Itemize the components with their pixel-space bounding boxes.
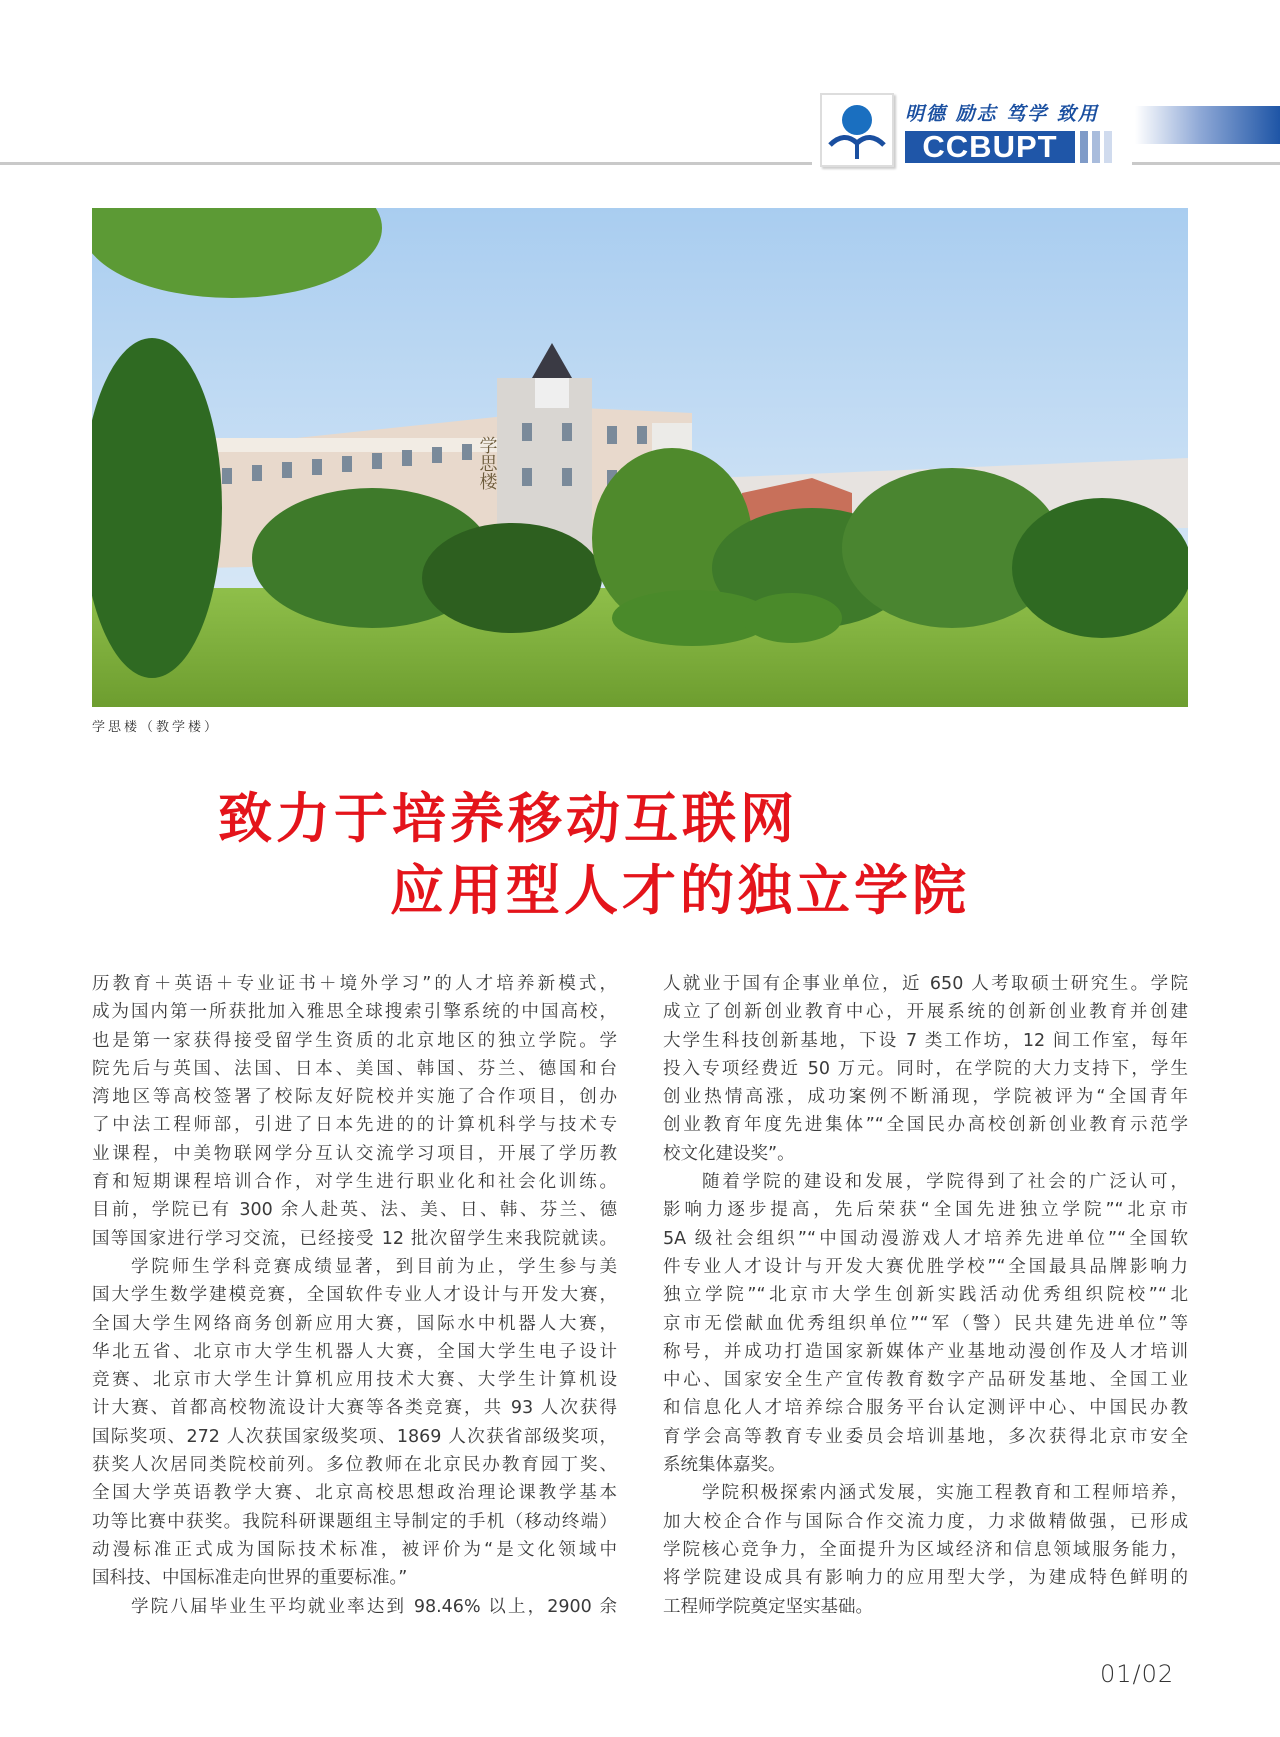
school-emblem <box>820 93 894 167</box>
body-text-line: 也是第一家获得接受留学生资质的北京地区的独立学院。学 <box>92 1030 617 1051</box>
body-text-line: 成立了创新创业教育中心，开展系统的创新创业教育并创建 <box>663 1002 1188 1023</box>
body-text-line: 系统集体嘉奖。 <box>663 1455 786 1476</box>
body-text-line: 随着学院的建设和发展，学院得到了社会的广泛认可， <box>702 1172 1188 1193</box>
body-text-line: 中心、国家安全生产宣传教育数字产品研发基地、全国工业 <box>663 1370 1188 1391</box>
body-text-line: 独立学院”“北京市大学生创新实践活动优秀组织院校”“北 <box>663 1285 1188 1306</box>
school-motto: 明德 励志 笃学 致用 <box>905 103 1099 125</box>
body-text-line: 湾地区等高校签署了校际友好院校并实施了合作项目，创办 <box>92 1087 617 1108</box>
article-title-line-2: 应用型人才的独立学院 <box>390 858 970 922</box>
body-text-line: 人就业于国有企事业单位，近 650 人考取硕士研究生。学院 <box>663 974 1188 994</box>
body-text-line: 了中法工程师部，引进了日本先进的的计算机科学与技术专 <box>92 1115 617 1136</box>
body-column-right <box>663 970 1188 1621</box>
body-text-line: 获奖人次居同类院校前列。多位教师在北京民办教育园丁奖、 <box>92 1455 617 1476</box>
header-rule-right <box>1132 162 1280 165</box>
body-text-line: 国等国家进行学习交流，已经接受 12 批次留学生来我院就读。 <box>92 1228 617 1249</box>
body-text-line: 学院八届毕业生平均就业率达到 98.46% 以上，2900 余 <box>131 1596 617 1617</box>
body-text-line: 功等比赛中获奖。我院科研课题组主导制定的手机（移动终端） <box>92 1511 617 1532</box>
body-text-line: 动漫标准正式成为国际技术标准，被评价为“是文化领域中 <box>92 1539 617 1560</box>
body-text-line: 成为国内第一所获批加入雅思全球搜索引擎系统的中国高校， <box>92 1002 617 1023</box>
article-title-line-1: 致力于培养移动互联网 <box>218 786 798 850</box>
body-text-line: 院先后与英国、法国、日本、美国、韩国、芬兰、德国和台 <box>92 1058 617 1079</box>
photo-caption: 学思楼（教学楼） <box>92 720 221 735</box>
emblem-icon <box>822 95 892 165</box>
body-text-line: 和信息化人才培养综合服务平台认定测评中心、中国民办教 <box>663 1398 1188 1419</box>
body-text-line: 件专业人才设计与开发大赛优胜学校”“全国最具品牌影响力 <box>663 1256 1188 1277</box>
body-text-line: 称号，并成功打造国家新媒体产业基地动漫创作及人才培训 <box>663 1341 1188 1362</box>
body-text-line: 竞赛、北京市大学生计算机应用技术大赛、大学生计算机设 <box>92 1370 617 1391</box>
body-text-line: 计大赛、首都高校物流设计大赛等各类竞赛，共 93 人次获得 <box>92 1398 617 1419</box>
body-text-line: 育和短期课程培训合作，对学生进行职业化和社会化训练。 <box>92 1172 617 1193</box>
header-gradient-bar <box>1135 106 1280 144</box>
body-text-line: 影响力逐步提高，先后荣获“全国先进独立学院”“北京市 <box>663 1200 1188 1221</box>
body-text-line: 加大校企合作与国际合作交流力度，力求做精做强，已形成 <box>663 1511 1188 1532</box>
body-text-line: 大学生科技创新基地，下设 7 类工作坊，12 间工作室，每年 <box>663 1030 1188 1051</box>
body-text-line: 华北五省、北京市大学生机器人大赛，全国大学生电子设计 <box>92 1341 617 1362</box>
body-text-line: 业课程，中美物联网学分互认交流学习项目，开展了学历教 <box>92 1143 617 1164</box>
body-text-line: 学院积极探索内涵式发展，实施工程教育和工程师培养， <box>702 1483 1188 1504</box>
body-text-line: 校文化建设奖”。 <box>663 1143 795 1164</box>
body-text-line: 全国大学生网络商务创新应用大赛，国际水中机器人大赛， <box>92 1313 617 1334</box>
body-text-line: 国科技、中国标准走向世界的重要标准。” <box>92 1568 408 1589</box>
body-text-line: 育学会高等教育专业委员会培训基地，多次获得北京市安全 <box>663 1426 1188 1447</box>
body-text-line: 工程师学院奠定坚实基础。 <box>663 1596 873 1617</box>
brand-bars <box>1080 131 1116 163</box>
body-text-line: 京市无偿献血优秀组织单位”“军（警）民共建先进单位”等 <box>663 1313 1188 1334</box>
body-text-line: 国大学生数学建模竞赛，全国软件专业人才设计与开发大赛， <box>92 1285 617 1306</box>
body-text-line: 创业教育年度先进集体”“全国民办高校创新创业教育示范学 <box>663 1115 1188 1136</box>
header-rule-left <box>0 162 812 165</box>
building-sign: 学思楼 <box>476 436 498 490</box>
brand-logo: CCBUPT <box>905 131 1075 163</box>
body-text-line: 目前，学院已有 300 余人赴英、法、美、日、韩、芬兰、德 <box>92 1200 617 1221</box>
body-text-line: 5A 级社会组织”“中国动漫游戏人才培养先进单位”“全国软 <box>663 1228 1188 1249</box>
body-text-line: 投入专项经费近 50 万元。同时，在学院的大力支持下，学生 <box>663 1058 1188 1079</box>
campus-photo <box>92 208 1188 707</box>
body-text-line: 学院核心竞争力，全面提升为区域经济和信息领域服务能力， <box>663 1539 1188 1560</box>
body-text-line: 创业热情高涨，成功案例不断涌现，学院被评为“全国青年 <box>663 1087 1188 1108</box>
body-text-line: 国际奖项、272 人次获国家级奖项、1869 人次获省部级奖项， <box>92 1426 617 1447</box>
body-text-line: 将学院建设成具有影响力的应用型大学，为建成特色鲜明的 <box>663 1568 1188 1589</box>
body-text-line: 全国大学英语教学大赛、北京高校思想政治理论课教学基本 <box>92 1483 617 1504</box>
page-number: 01/02 <box>1100 1660 1175 1688</box>
body-column-left <box>92 970 617 1621</box>
body-text-line: 学院师生学科竞赛成绩显著，到目前为止，学生参与美 <box>131 1256 617 1277</box>
body-text-line: 历教育＋英语＋专业证书＋境外学习”的人才培养新模式， <box>92 974 617 994</box>
